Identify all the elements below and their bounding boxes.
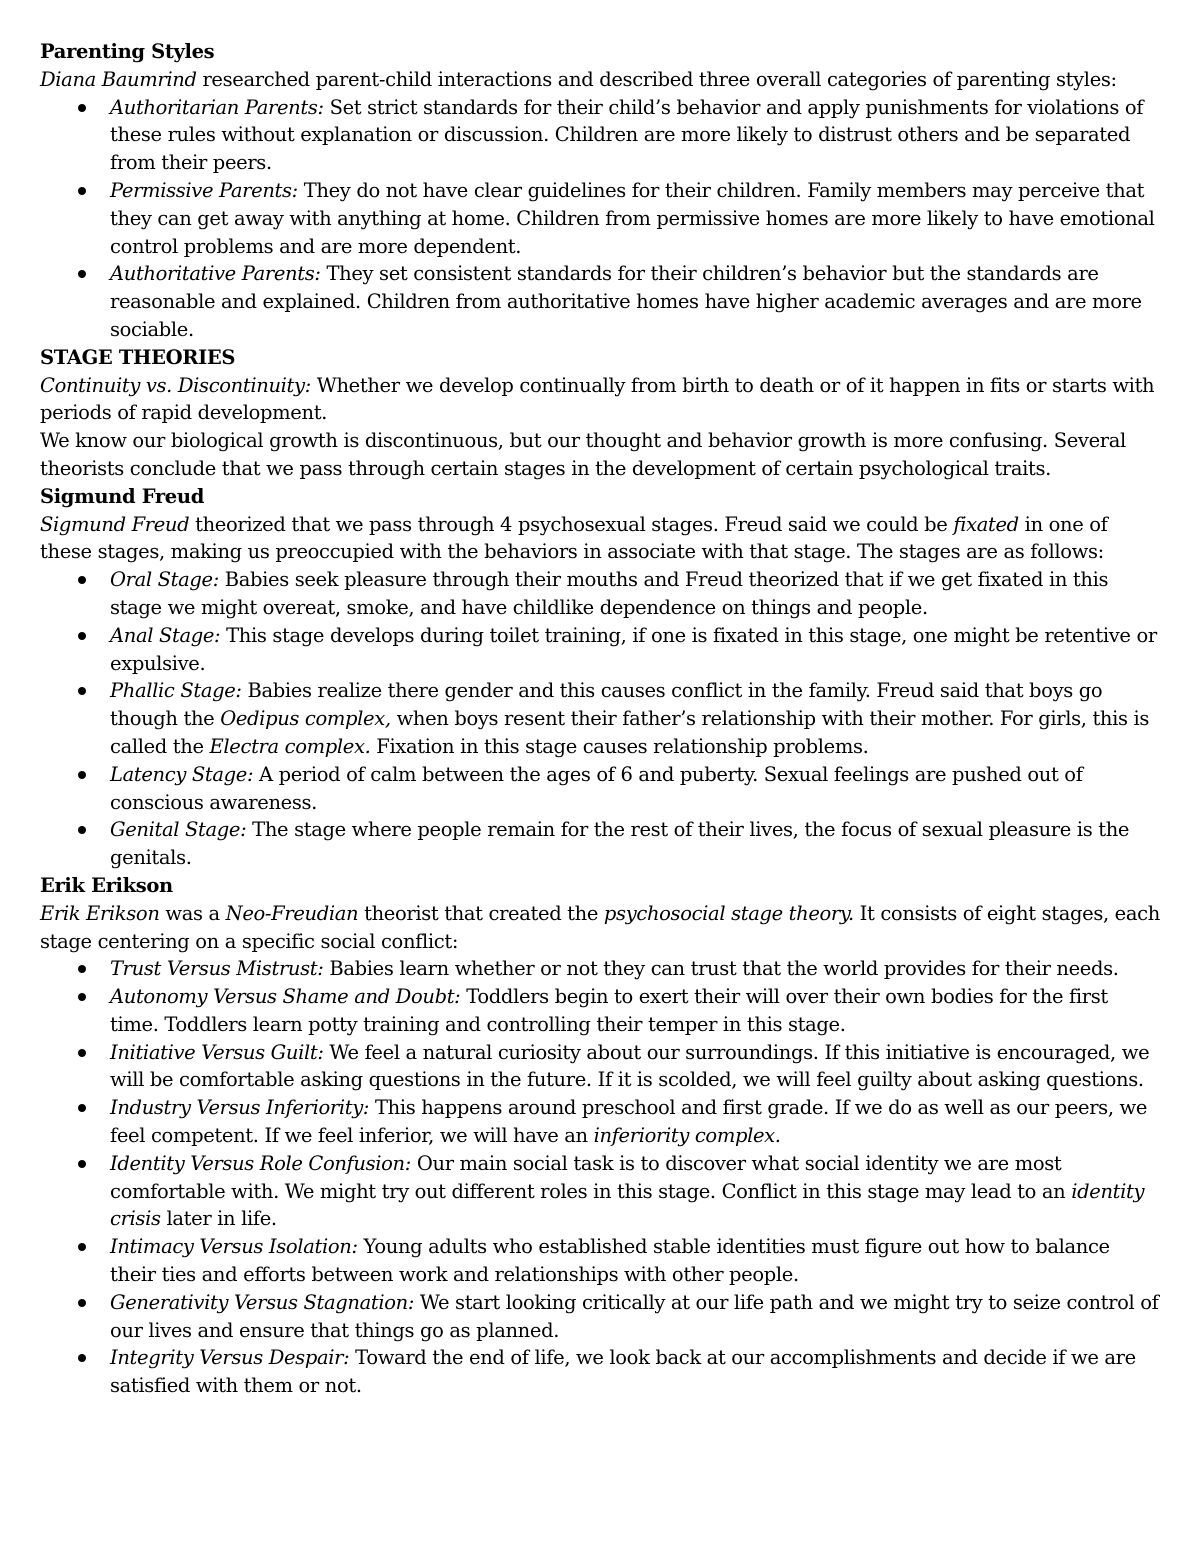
list-item [110,761,1160,817]
text-run: theorized that we pass through 4 psychosexual stages. Freud said we could be [189,512,954,536]
paragraph-growth [40,427,1160,483]
paragraph-continuity [40,372,1160,428]
list-item [110,1094,1160,1150]
text-run: Set strict standards for their child’s behavior and apply punishments for violations of these rules without explanation or discussion. Children are more likely to distrust others and be separated from their peers. [110,95,1144,175]
bullet-list-freud-stages [40,566,1160,872]
italic-run: identity crisis [110,1179,1145,1231]
text-run: We feel a natural curiosity about our surroundings. If this initiative is encouraged, we will be comfortable asking questions in the future. If it is scolded, we will feel guilty about asking questions. [110,1040,1150,1092]
italic-run: Anal Stage: [110,623,221,647]
italic-run: Phallic Stage: [110,679,242,703]
section-heading-parenting-styles: Parenting Styles [40,40,215,63]
italic-run: Identity Versus Role Confusion: [110,1151,411,1175]
text-run: Toddlers begin to exert their will over their own bodies for the first time. Toddlers learn potty training and controlling their temper in this stage. [110,985,1108,1036]
italic-run: Neo-Freudian [225,901,359,925]
list-item [110,566,1160,622]
text-run: Whether we develop continually from birth to death or of it happen in fits or starts with periods of rapid development. [40,373,1155,425]
italic-run: Diana Baumrind [40,67,197,91]
text-run: was a [159,901,226,925]
text-run: We start looking critically at our life path and we might try to seize control of our lives and ensure that things go as planned. [110,1290,1159,1342]
text-run: Fixation in this stage causes relationship problems. [370,734,869,758]
italic-run: Authoritative Parents: [110,262,321,286]
text-run: Toward the end of life, we look back at our accomplishments and decide if we are satisfied with them or not. [110,1346,1136,1398]
list-item [110,1150,1160,1233]
text-run: A period of calm between the ages of 6 and puberty. Sexual feelings are pushed out of conscious awareness. [110,762,1083,814]
list-item [110,955,1160,983]
text-run: They set consistent standards for their children’s behavior but the standards are reasonable and explained. Children from authoritative homes have higher academic averages and are more sociable. [110,262,1142,341]
italic-run: inferiority complex. [593,1124,781,1148]
list-item [110,260,1160,343]
text-run: Young adults who established stable identities must figure out how to balance their ties and efforts between work and relationships with other people. [110,1235,1110,1287]
text-run: Babies realize there gender and this causes conflict in the family. Freud said that boys go though the [110,679,1103,731]
list-item [110,177,1160,260]
italic-run: Autonomy Versus Shame and Doubt: [110,985,461,1009]
text-run: Babies learn whether or not they can trust that the world provides for their needs. [323,957,1119,981]
italic-run: Trust Versus Mistrust: [110,957,324,981]
text-run: They do not have clear guidelines for their children. Family members may perceive that they can get away with anything at home. Children from permissive homes are more likely to have emotional control problems and are more dependent. [110,178,1155,258]
italic-run: Latency Stage: [110,762,254,786]
text-run: in one of these stages, making us preoccupied with the behaviors in associate with that stage. The stages are as follows: [40,512,1108,564]
list-item [110,816,1160,872]
italic-run: Erik Erikson [40,901,160,925]
text-run: The stage where people remain for the rest of their lives, the focus of sexual pleasure is the genitals. [110,818,1130,870]
bullet-list-erikson-stages [40,955,1160,1400]
italic-run: Sigmund Freud [40,512,190,536]
italic-run: Authoritarian Parents: [110,95,324,119]
italic-run: fixated [953,512,1019,536]
italic-run: Permissive Parents: [110,178,298,202]
bullet-list-parenting-styles [40,94,1160,344]
list-item [110,94,1160,177]
text-run: later in life. [160,1207,277,1231]
text-run: researched parent-child interactions and described three overall categories of parenting styles: [196,67,1117,91]
paragraph-erikson-intro [40,900,1160,956]
italic-run: Oedipus complex, [220,707,391,731]
italic-run: psychosocial stage theory. [603,901,854,925]
italic-run: Initiative Versus Guilt: [110,1040,324,1064]
text-run: Our main social task is to discover what social identity we are most comfortable with. We might try out different roles in this stage. Conflict in this stage may lead to an [110,1151,1072,1203]
list-item [110,1039,1160,1095]
italic-run: Electra complex. [209,734,371,758]
text-run: It consists of eight stages, each stage centering on a specific social conflict: [40,901,1160,953]
italic-run: Integrity Versus Despair: [110,1346,350,1370]
italic-run: Intimacy Versus Isolation: [110,1235,358,1259]
text-run: This stage develops during toilet training, if one is fixated in this stage, one might be retentive or expulsive. [110,623,1157,675]
text-run: when boys resent their father’s relationship with their mother. For girls, this is called the [110,707,1150,758]
text-run: This happens around preschool and first grade. If we do as well as our peers, we feel competent. If we feel inferior, we will have an [110,1096,1148,1148]
list-item [110,983,1160,1039]
paragraph-freud-intro [40,511,1160,567]
list-item [110,1344,1160,1400]
italic-run: Oral Stage: [110,568,219,592]
list-item [110,1233,1160,1289]
italic-run: Genital Stage: [110,818,247,842]
italic-run: Continuity vs. Discontinuity: [40,373,311,397]
italic-run: Industry Versus Inferiority: [110,1096,370,1120]
section-heading-erik-erikson: Erik Erikson [40,873,173,897]
list-item [110,677,1160,760]
section-heading-stage-theories: STAGE THEORIES [40,345,236,369]
text-run: Babies seek pleasure through their mouths and Freud theorized that if we get fixated in this stage we might overeat, smoke, and have childlike dependence on things and people. [110,568,1109,619]
paragraph-parenting-intro [40,66,1160,94]
list-item [110,622,1160,678]
text-run: theorist that created the [358,901,604,925]
list-item [110,1289,1160,1345]
italic-run: Generativity Versus Stagnation: [110,1290,415,1314]
section-heading-sigmund-freud: Sigmund Freud [40,484,204,508]
text-run: We know our biological growth is discontinuous, but our thought and behavior growth is more confusing. Several theorists conclude that we pass through certain stages in the development of certain psychological traits. [40,429,1126,480]
